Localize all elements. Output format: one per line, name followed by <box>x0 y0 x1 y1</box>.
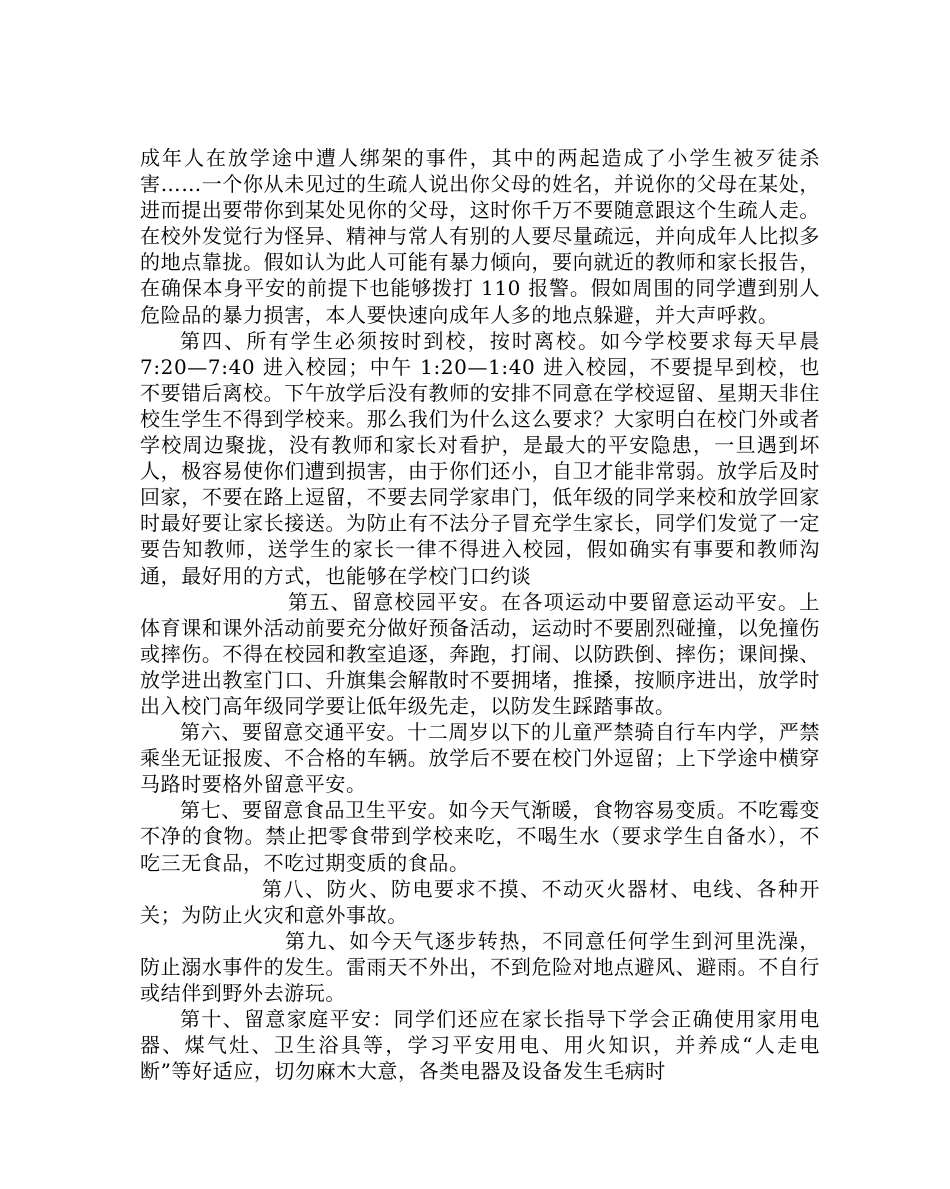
paragraph-traffic-safety: 第六、要留意交通平安。十二周岁以下的儿童严禁骑自行车内学，严禁乘坐无证报废、不合格的车辆。放学后不要在校门外逗留；上下学途中横穿马路时要格外留意平安。 <box>140 720 820 797</box>
paragraph-fire-electric-safety: 第八、防火、防电要求不摸、不动灭火器材、电线、各种开关；为防止火灾和意外事故。 <box>140 876 820 927</box>
paragraph-campus-safety: 第五、留意校园平安。在各项运动中要留意运动平安。上体育课和课外活动前要充分做好预备活动，运动时不要剧烈碰撞，以免撞伤或摔伤。不得在校园和教室追逐，奔跑，打闹、以防跌倒、摔伤；课间操、放学进出教室门口、升旗集会解散时不要拥堵，推搡，按顺序进出，放学时出入校门高年级同学要让低年级先走，以防发生踩踏事故。 <box>140 589 820 718</box>
paragraph-food-safety: 第七、要留意食品卫生平安。如今天气渐暖，食物容易变质。不吃霉变不净的食物。禁止把零食带到学校来吃，不喝生水（要求学生自备水），不吃三无食品，不吃过期变质的食品。 <box>140 798 820 875</box>
paragraph-arrival-time: 第四、所有学生必须按时到校，按时离校。如今学校要求每天早晨 7:20—7:40 进入校园；中午 1:20—1:40 进入校园，不要提早到校，也不要错后离校。下午放学后没有教师的安排不同意在学校逗留、星期天非住校生学生不得到学校来。那么我们为什么这么要求？大家明白在校门外或者学校周边聚拢，没有教师和家长对看护，是最大的平安隐患，一旦遇到坏人，极容易使你们遭到损害，由于你们还小，自卫才能非常弱。放学后及时回家，不要在路上逗留，不要去同学家串门，低年级的同学来校和放学回家时最好要让家长接送。为防止有不法分子冒充学生家长，同学们发觉了一定要告知教师，送学生的家长一律不得进入校园，假如确实有事要和教师沟通，最好用的方式，也能够在学校门口约谈 <box>140 328 820 588</box>
paragraph-abduction-warning: 成年人在放学途中遭人绑架的事件，其中的两起造成了小学生被歹徒杀害……一个你从未见过的生疏人说出你父母的姓名，并说你的父母在某处，进而提出要带你到某处见你的父母，这时你千万不要随意跟这个生疏人走。在校外发觉行为怪异、精神与常人有别的人要尽量疏远，并向成年人比拟多的地点靠拢。假如认为此人可能有暴力倾向，要向就近的教师和家长报告，在确保本身平安的前提下也能够拨打 110 报警。假如周围的同学遭到别人危险品的暴力损害，本人要快速向成年人多的地点躲避，并大声呼救。 <box>140 146 820 327</box>
paragraph-home-safety: 第十、留意家庭平安：同学们还应在家长指导下学会正确使用家用电器、煤气灶、卫生浴具等，学习平安用电、用火知识，并养成“人走电断”等好适应，切勿麻木大意，各类电器及设备发生毛病时 <box>140 1007 820 1084</box>
paragraph-drowning-prevention: 第九、如今天气逐步转热，不同意任何学生到河里洗澡，防止溺水事件的发生。雷雨天不外出，不到危险对地点避风、避雨。不自行或结伴到野外去游玩。 <box>140 928 820 1005</box>
document-page <box>140 145 820 1084</box>
